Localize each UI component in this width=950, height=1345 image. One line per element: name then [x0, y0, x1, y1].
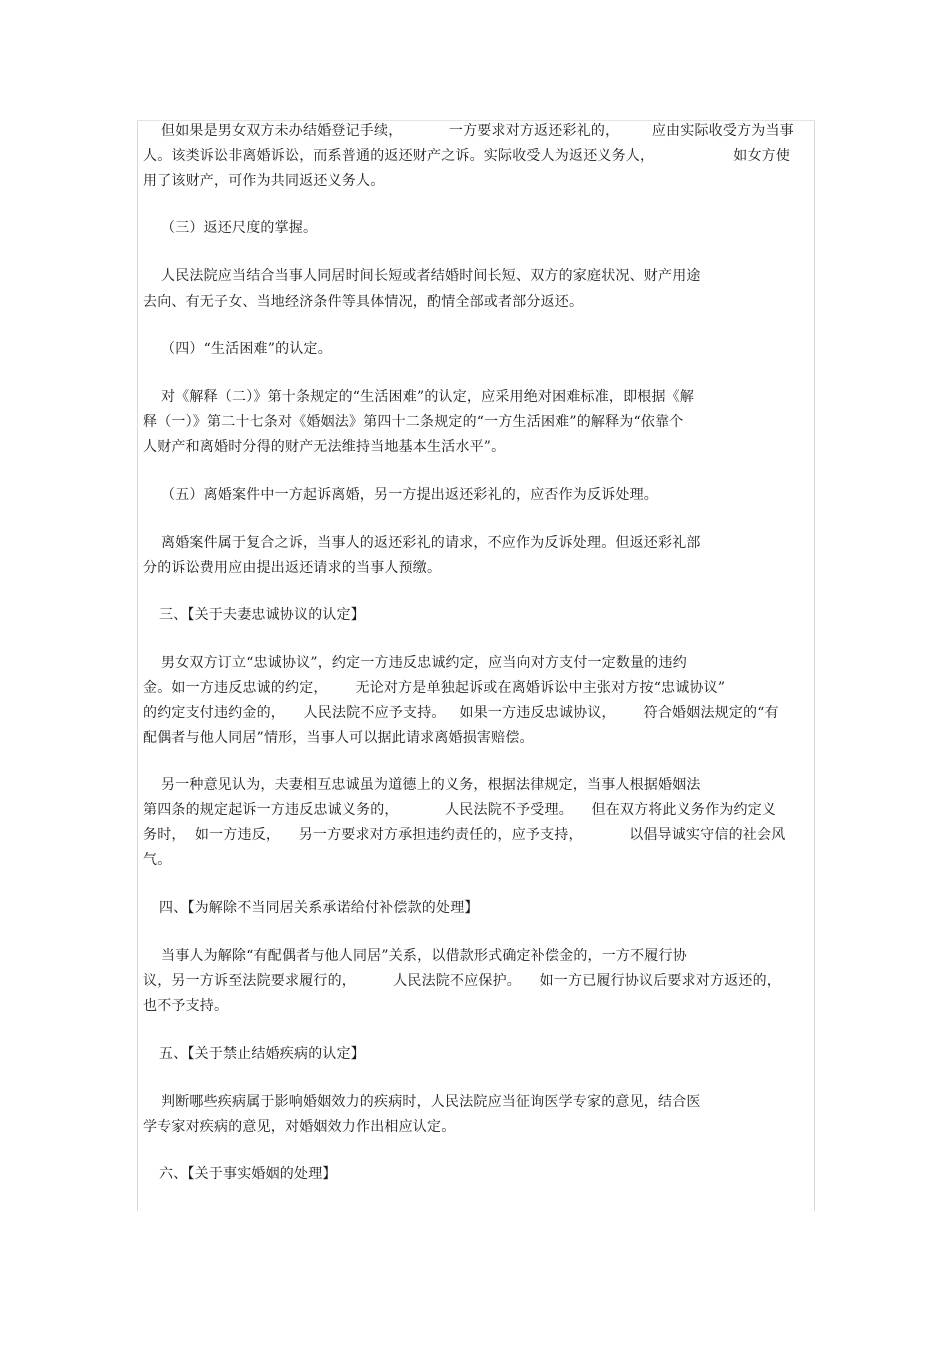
paragraph-line: 分的诉讼费用应由提出返还请求的当事人预缴。 [143, 560, 442, 576]
paragraph-line: 也不予支持。 [143, 998, 229, 1014]
paragraph-line: 第四条的规定起诉一方违反忠诚义务的， 人民法院不予受理。 但在双方将此义务作为约定义 [143, 802, 777, 818]
section-heading: 四、【为解除不当同居关系承诺给付补偿款的处理】 [159, 900, 479, 916]
paragraph-line: 去向、有无子女、当地经济条件等具体情况，酌情全部或者部分返还。 [143, 294, 584, 310]
paragraph-line: 议，另一方诉至法院要求履行的， 人民法院不应保护。 如一方已履行协议后要求对方返还的， [143, 973, 781, 989]
subsection-heading: （三）返还尺度的掌握。 [161, 220, 318, 236]
paragraph-line: 用了该财产，可作为共同返还义务人。 [143, 173, 385, 189]
paragraph-line: 人民法院应当结合当事人同居时间长短或者结婚时间长短、双方的家庭状况、财产用途 [161, 268, 701, 284]
paragraph-line: 判断哪些疾病属于影响婚姻效力的疾病时，人民法院应当征询医学专家的意见，结合医 [161, 1094, 701, 1110]
paragraph-line: 金。如一方违反忠诚的约定， 无论对方是单独起诉或在离婚诉讼中主张对方按“忠诚协议” [143, 680, 726, 696]
paragraph-line: 另一种意见认为，夫妻相互忠诚虽为道德上的义务，根据法律规定，当事人根据婚姻法 [161, 777, 701, 793]
paragraph-line: 男女双方订立“忠诚协议”，约定一方违反忠诚约定，应当向对方支付一定数量的违约 [161, 655, 687, 671]
paragraph-line: 配偶者与他人同居”情形，当事人可以据此请求离婚损害赔偿。 [143, 730, 534, 746]
paragraph-line: 人。该类诉讼非离婚诉讼，而系普通的返还财产之诉。实际收受人为返还义务人， 如女方使 [143, 148, 791, 164]
paragraph-line: 但如果是男女双方未办结婚登记手续， 一方要求对方返还彩礼的， 应由实际收受方为当事 [161, 123, 794, 139]
paragraph-line: 气。 [143, 852, 172, 868]
paragraph-line: 务时， 如一方违反， 另一方要求对方承担违约责任的，应予支持， 以倡导诚实守信的社会风 [143, 827, 786, 843]
subsection-heading: （四）“生活困难”的认定。 [161, 341, 332, 357]
paragraph-line: 离婚案件属于复合之诉，当事人的返还彩礼的请求，不应作为反诉处理。但返还彩礼部 [161, 535, 701, 551]
subsection-heading: （五）离婚案件中一方起诉离婚，另一方提出返还彩礼的，应否作为反诉处理。 [161, 487, 658, 503]
paragraph-line: 的约定支付违约金的， 人民法院不应予支持。 如果一方违反忠诚协议， 符合婚姻法规定的“有 [143, 705, 779, 721]
paragraph-line: 学专家对疾病的意见，对婚姻效力作出相应认定。 [143, 1119, 456, 1135]
paragraph-line: 当事人为解除“有配偶者与他人同居”关系，以借款形式确定补偿金的，一方不履行协 [161, 948, 687, 964]
paragraph-line: 对《解释（二）》第十条规定的“生活困难”的认定，应采用绝对困难标准，即根据《解 [161, 389, 695, 405]
section-heading: 三、【关于夫妻忠诚协议的认定】 [159, 607, 365, 623]
paragraph-line: 人财产和离婚时分得的财产无法维持当地基本生活水平”。 [143, 439, 506, 455]
paragraph-line: 释（一）》第二十七条对《婚姻法》第四十二条规定的“一方生活困难”的解释为“依靠个 [143, 414, 684, 430]
section-heading: 六、【关于事实婚姻的处理】 [159, 1166, 337, 1182]
section-heading: 五、【关于禁止结婚疾病的认定】 [159, 1046, 365, 1062]
